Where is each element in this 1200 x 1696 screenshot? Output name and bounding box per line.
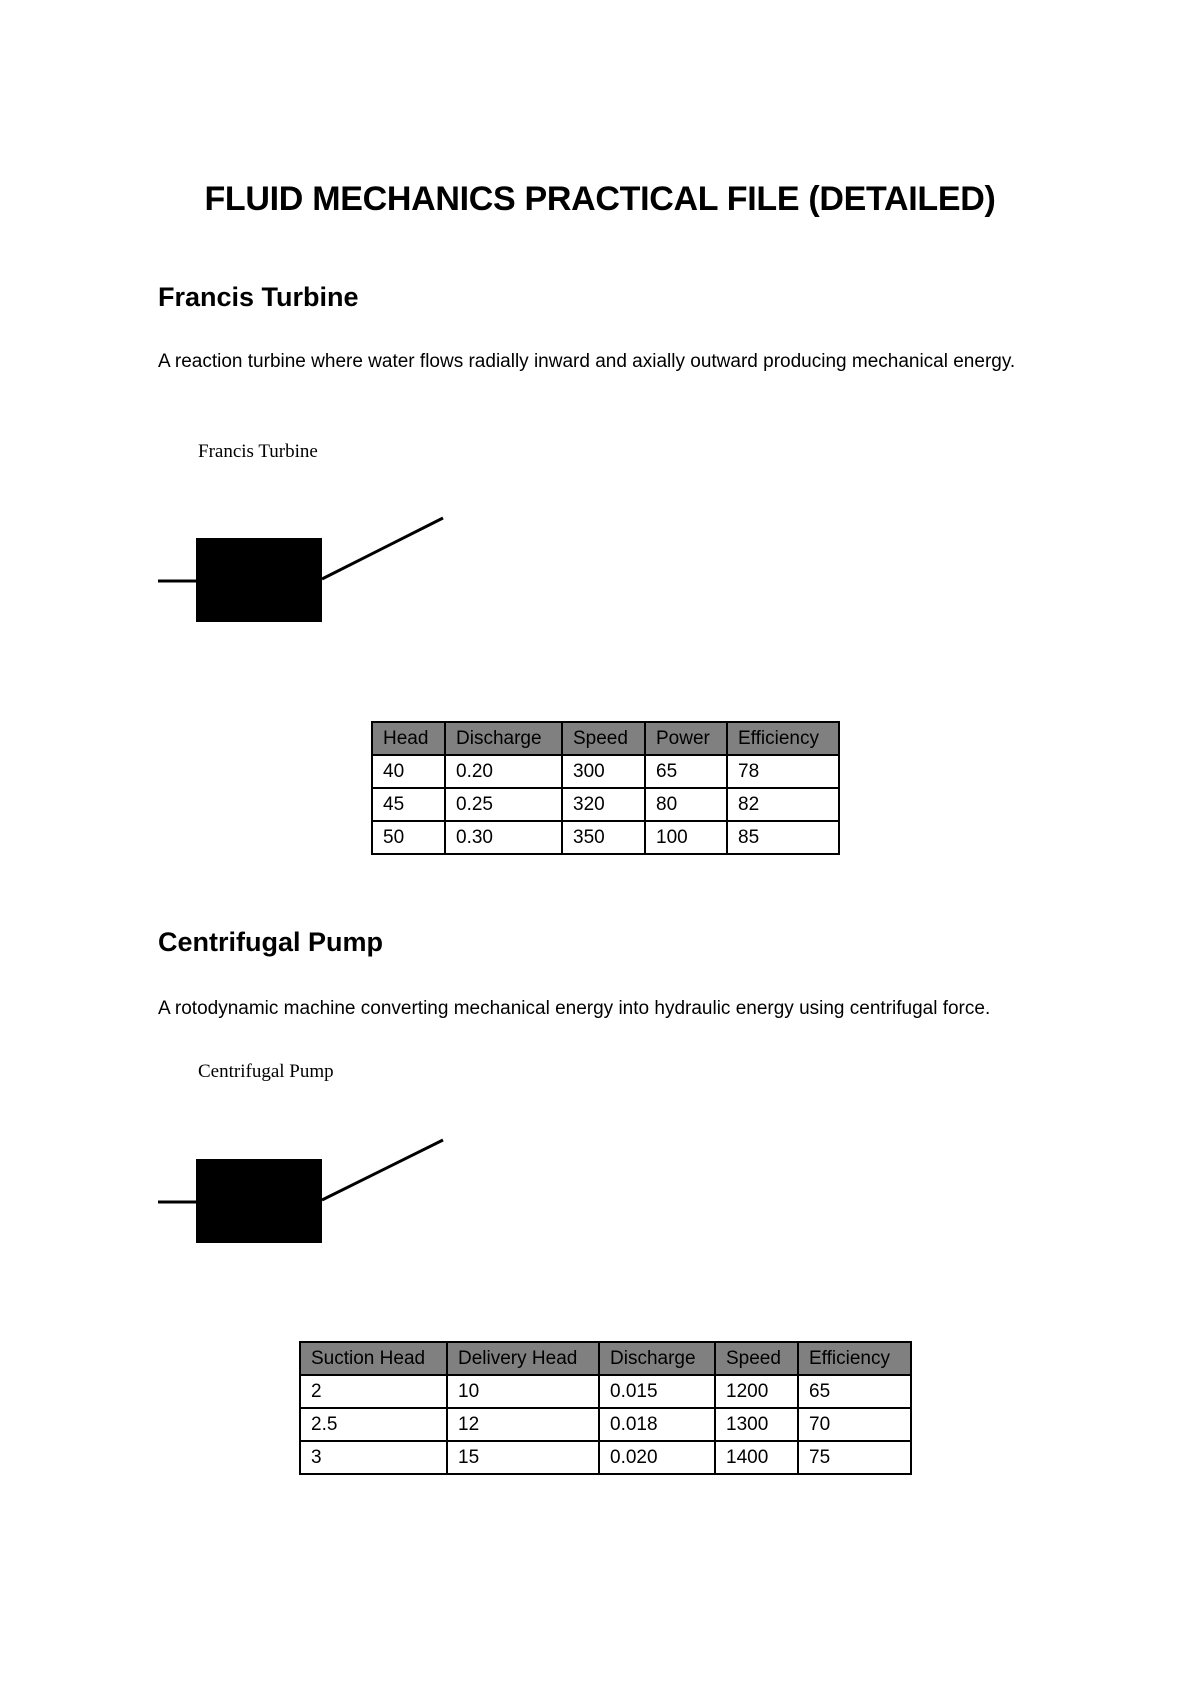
figure-caption-francis-turbine: Francis Turbine	[198, 441, 318, 462]
document-title: FLUID MECHANICS PRACTICAL FILE (DETAILED)	[204, 179, 996, 218]
figure-caption-centrifugal-pump: Centrifugal Pump	[198, 1061, 334, 1082]
table-row	[372, 821, 839, 854]
column-header: Discharge	[445, 722, 562, 755]
turbine-body-block	[196, 538, 322, 622]
section-heading-francis-turbine: Francis Turbine	[158, 282, 359, 312]
column-header: Delivery Head	[447, 1342, 599, 1375]
centrifugal-pump-diagram	[150, 1136, 460, 1256]
table-cell: 0.020	[599, 1441, 715, 1474]
centrifugal-pump-table	[299, 1341, 912, 1475]
table-cell: 0.30	[445, 821, 562, 854]
table-cell: 100	[645, 821, 727, 854]
table-cell: 300	[562, 755, 645, 788]
table-cell: 0.25	[445, 788, 562, 821]
table-row	[300, 1441, 911, 1474]
table-cell: 0.20	[445, 755, 562, 788]
table-row	[300, 1408, 911, 1441]
table-cell: 1300	[715, 1408, 798, 1441]
pump-body-block	[196, 1159, 322, 1243]
outlet-shaft-line	[322, 1140, 443, 1200]
table-cell: 65	[798, 1375, 911, 1408]
table-cell: 350	[562, 821, 645, 854]
section-heading-centrifugal-pump: Centrifugal Pump	[158, 927, 384, 957]
column-header: Efficiency	[727, 722, 839, 755]
table-cell: 15	[447, 1441, 599, 1474]
table-cell: 75	[798, 1441, 911, 1474]
column-header: Suction Head	[300, 1342, 447, 1375]
table-cell: 12	[447, 1408, 599, 1441]
table-cell: 78	[727, 755, 839, 788]
section-description-francis-turbine: A reaction turbine where water flows radially inward and axially outward producing mechanical energy.	[158, 351, 1016, 372]
table-cell: 320	[562, 788, 645, 821]
section-description-centrifugal-pump: A rotodynamic machine converting mechanical energy into hydraulic energy using centrifugal force.	[158, 998, 991, 1019]
table-cell: 0.015	[599, 1375, 715, 1408]
table-cell: 65	[645, 755, 727, 788]
column-header: Head	[372, 722, 445, 755]
table-cell: 45	[372, 788, 445, 821]
francis-turbine-diagram	[150, 515, 460, 635]
column-header: Power	[645, 722, 727, 755]
table-row	[372, 788, 839, 821]
table-cell: 70	[798, 1408, 911, 1441]
column-header: Speed	[562, 722, 645, 755]
table-cell: 80	[645, 788, 727, 821]
table-cell: 50	[372, 821, 445, 854]
table-row	[300, 1375, 911, 1408]
outlet-shaft-line	[322, 518, 443, 579]
column-header: Discharge	[599, 1342, 715, 1375]
table-cell: 10	[447, 1375, 599, 1408]
francis-turbine-table	[371, 721, 840, 855]
table-cell: 2.5	[300, 1408, 447, 1441]
table-cell: 1400	[715, 1441, 798, 1474]
table-cell: 3	[300, 1441, 447, 1474]
table-cell: 82	[727, 788, 839, 821]
column-header: Efficiency	[798, 1342, 911, 1375]
column-header: Speed	[715, 1342, 798, 1375]
table-cell: 2	[300, 1375, 447, 1408]
table-row	[372, 755, 839, 788]
table-header-row	[300, 1342, 911, 1375]
table-header-row	[372, 722, 839, 755]
table-cell: 0.018	[599, 1408, 715, 1441]
table-cell: 1200	[715, 1375, 798, 1408]
table-cell: 85	[727, 821, 839, 854]
table-cell: 40	[372, 755, 445, 788]
